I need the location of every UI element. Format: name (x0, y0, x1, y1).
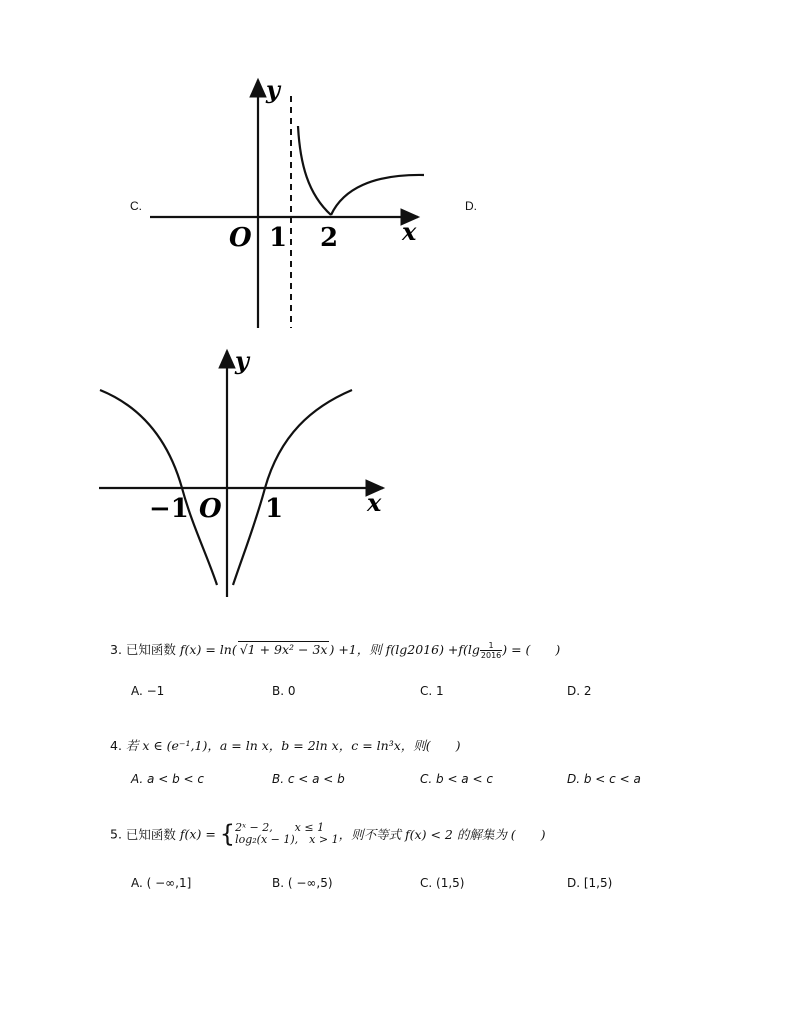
question-4 (110, 736, 461, 754)
formula-fx: f(x) = (179, 826, 216, 842)
curve-right (331, 175, 424, 215)
q4-choice-d[interactable]: D. b < c < a (567, 772, 641, 786)
q5-choice-d[interactable]: D. [1,5) (567, 876, 613, 890)
question-number: 5. (110, 826, 122, 842)
y-label: y (235, 346, 249, 375)
question-5 (110, 822, 546, 846)
question-text: 若 x ∈ (e⁻¹,1)，a = ln x，b = 2ln x，c = ln³x，则( ) (125, 738, 461, 753)
tick-label-neg1: −1 (149, 494, 189, 524)
q3-choice-a[interactable]: A. −1 (131, 684, 165, 698)
fraction: $\frac{1}{2016}$ (480, 641, 502, 660)
graph-c (148, 74, 438, 334)
formula-after: ) +1，则 (329, 642, 382, 657)
q5-choice-b[interactable]: B. ( −∞,5) (272, 876, 333, 890)
brace: { (219, 820, 236, 848)
x-label: x (367, 488, 382, 517)
y-label: y (266, 75, 280, 104)
x-label: x (402, 217, 417, 246)
curve-left (298, 126, 331, 215)
tick-label-1: 1 (265, 494, 284, 524)
question-text: 已知函数 (125, 827, 176, 842)
origin-label: O (199, 494, 222, 524)
question-number: 3. (110, 642, 122, 657)
formula-end: ) = ( ) (502, 642, 561, 657)
question-text: 已知函数 (125, 642, 176, 657)
q3-choice-c[interactable]: C. 1 (420, 684, 444, 698)
q5-choice-c[interactable]: C. (1,5) (420, 876, 465, 890)
q4-choice-b[interactable]: B. c < a < b (272, 772, 345, 786)
question-text-b: ，则不等式 f(x) < 2 的解集为 ( ) (338, 827, 546, 842)
graph-d (97, 345, 397, 601)
tick-label-2: 2 (320, 223, 339, 253)
q3-choice-d[interactable]: D. 2 (567, 684, 592, 698)
option-c-label: C. (130, 199, 142, 213)
piecewise: 2ˣ − 2, x ≤ 1 log₂(x − 1), x > 1 (235, 821, 339, 846)
formula-mid: f(lg2016) +f(lg (385, 642, 480, 657)
q3-choice-b[interactable]: B. 0 (272, 684, 296, 698)
option-d-label: D. (465, 199, 477, 213)
origin-label: O (229, 223, 252, 253)
sqrt-expression: √1 + 9x² − 3x (239, 642, 328, 657)
question-number: 4. (110, 738, 122, 753)
tick-label-1: 1 (269, 223, 288, 253)
question-3 (110, 640, 560, 660)
formula-fx: f(x) = ln( (179, 642, 237, 657)
q5-choice-a[interactable]: A. ( −∞,1] (131, 876, 192, 890)
q4-choice-a[interactable]: A. a < b < c (131, 772, 204, 786)
q4-choice-c[interactable]: C. b < a < c (420, 772, 493, 786)
